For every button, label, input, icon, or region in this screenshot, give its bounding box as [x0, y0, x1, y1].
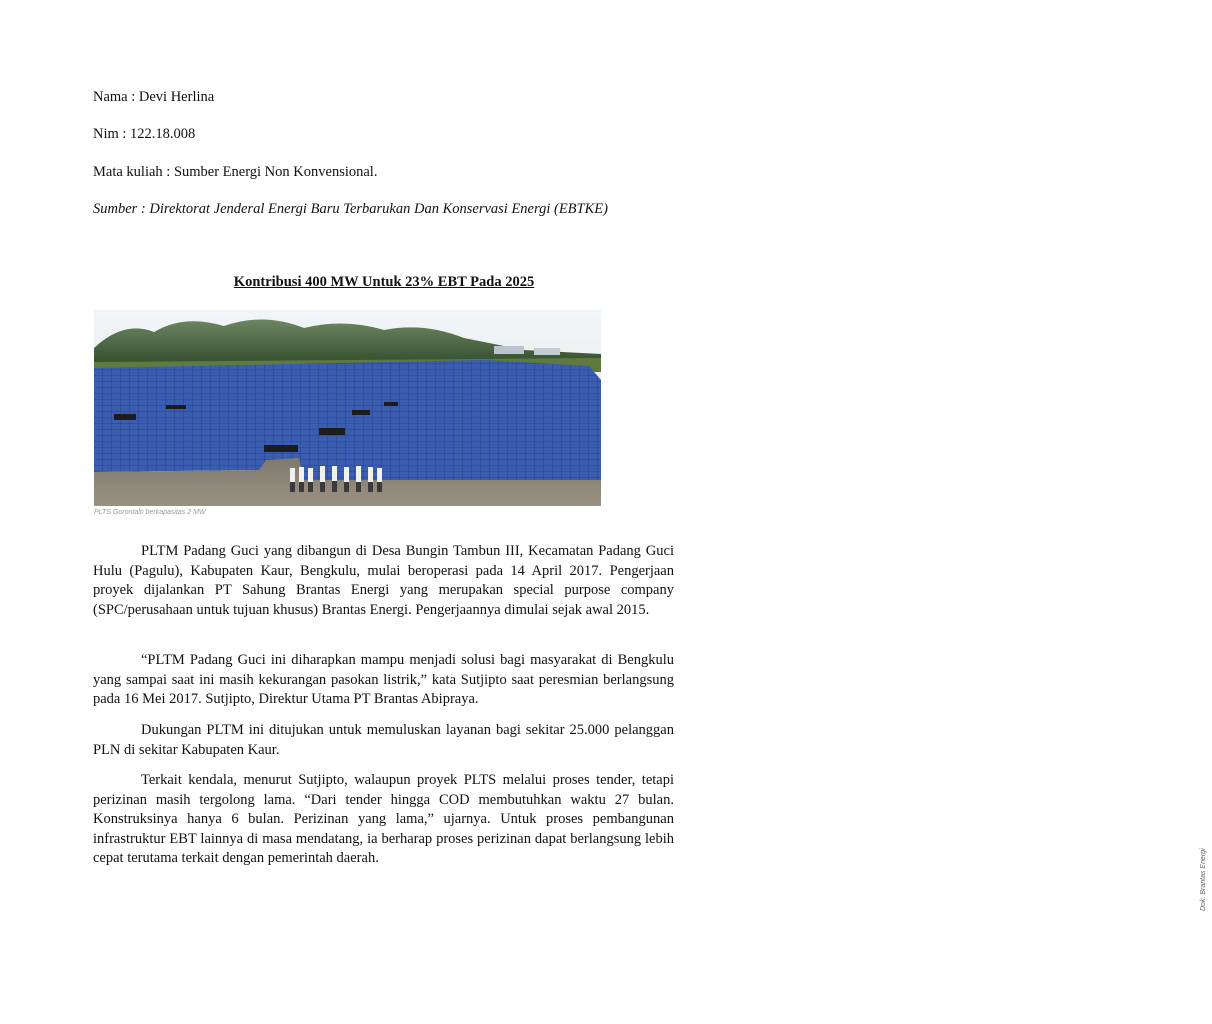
solar-farm-photo: [94, 310, 601, 506]
student-name: Nama : Devi Herlina: [93, 89, 215, 105]
photo-people: [290, 466, 382, 482]
photo-panels: [94, 360, 601, 480]
paragraph-1: PLTM Padang Guci yang dibangun di Desa Bungin Tambun III, Kecamatan Padang Guci Hulu (Pagulu), Kabupaten Kaur, Bengkulu, mulai beroperasi pada 14 April 2017. Pengerjaan proyek dijalankan PT Sahung Brantas Energi yang merupakan special purpose company (SPC/perusahaan untuk tujuan khusus) Brantas Energi. Pengerjaannya dimulai sejak awal 2015.: [93, 543, 674, 618]
paragraph-2: “PLTM Padang Guci ini diharapkan mampu menjadi solusi bagi masyarakat di Bengkulu yang sampai saat ini masih kekurangan pasokan listrik,” kata Sutjipto saat peresmian berlangsung pada 16 Mei 2017. Sutjipto, Direktur Utama PT Brantas Abipraya.: [93, 652, 674, 707]
article-title: Kontribusi 400 MW Untuk 23% EBT Pada 2025: [233, 274, 535, 290]
course-name: Mata kuliah : Sumber Energi Non Konvensional.: [93, 164, 378, 180]
paragraph-3: Dukungan PLTM ini ditujukan untuk memuluskan layanan bagi sekitar 25.000 pelanggan PLN di sekitar Kabupaten Kaur.: [93, 722, 674, 758]
photo-credit: Dok. Brantas Energi: [1200, 848, 1207, 911]
student-nim: Nim : 122.18.008: [93, 126, 196, 142]
photo-caption: PLTS Gorontalo berkapasitas 2 MW: [94, 509, 206, 516]
source-line: Sumber : Direktorat Jenderal Energi Baru Terbarukan Dan Konservasi Energi (EBTKE): [93, 201, 608, 217]
paragraph-4: Terkait kendala, menurut Sutjipto, walaupun proyek PLTS melalui proses tender, tetapi perizinan masih tergolong lama. “Dari tender hingga COD membutuhkan waktu 27 bulan. Konstruksinya hanya 6 bulan. Perizinan yang lama,” ujarnya. Untuk proses pembangunan infrastruktur EBT lainnya di masa mendatang, ia berharap proses perizinan dapat berlangsung lebih cepat terutama terkait dengan pemerintah daerah.: [93, 772, 674, 866]
